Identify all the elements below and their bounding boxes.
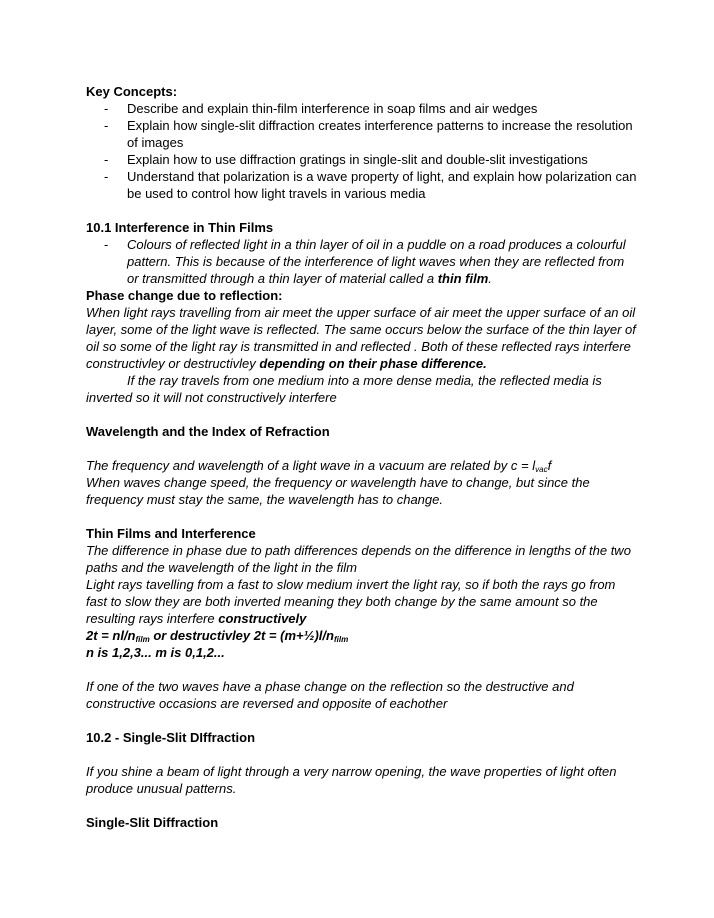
thin-film-equation: $2t = nl/n_{film}$ or destructivley $2t = (m+\frac{1}{2})l/n_{film}$ — [86, 628, 349, 644]
phase-change-text: When light rays travelling from air meet the upper surface of air meet the upper surface of an oil layer, some of the light wave is reflected. The same occurs below the surface of the thin layer of oil so some of the light ray is transmitted in and reflected . Both of these reflected rays interfere constructivley or destructivley depending on their phase difference. — [86, 305, 636, 371]
single-slit-heading: Single-Slit Diffraction — [86, 815, 219, 830]
section-10-2-heading: 10.2 - Single-Slit DIffraction — [86, 730, 256, 745]
thin-film-equation-values: n is 1,2,3... m is 0,1,2... — [86, 645, 225, 660]
wavelength-change-text: When waves change speed, the frequency or wavelength have to change, but since the frequency must stay the same, the wavelength has to change. — [86, 475, 590, 507]
wavelength-heading: Wavelength and the Index of Refraction — [86, 424, 330, 439]
phase-change-heading: Phase change due to reflection: — [86, 288, 283, 303]
thin-film-term: thin film — [437, 271, 489, 286]
phase-change-text-2: If the ray travels from one medium into a more dense media, the reflected media is inverted so it will not constructively interfere — [86, 373, 602, 405]
section-10-1-list — [86, 236, 638, 287]
thin-film-bullet: - Colours of reflected light in a thin layer of oil in a puddle on a road produces a colourful pattern. This is because of the interference of light waves when they are reflected from or transmitted through a thin layer of material called a thin film. — [86, 236, 638, 287]
thin-films-text-1: The difference in phase due to path differences depends on the difference in lengths of the two paths and the wavelength of the light in the film — [86, 543, 631, 575]
thin-films-heading: Thin Films and Interference — [86, 526, 256, 541]
thin-films-text-2: Light rays tavelling from a fast to slow medium invert the light ray, so if both the rays go from fast to slow they are both inverted meaning they both change by the same amount so the resulting rays interfere constructively — [86, 577, 616, 626]
section-10-1-heading: 10.1 Interference in Thin Films — [86, 220, 274, 235]
section-10-2-text: If you shine a beam of light through a very narrow opening, the wave properties of light often produce unusual patterns. — [86, 764, 617, 796]
wavelength-relation: The frequency and wavelength of a light wave in a vacuum are related by $c = l_{vac}f$ — [86, 458, 552, 474]
key-concept-item: - Describe and explain thin-film interference in soap films and air wedges — [86, 100, 638, 117]
thin-films-text-3: If one of the two waves have a phase change on the reflection so the destructive and constructive occasions are reversed and opposite of eachother — [86, 679, 574, 711]
key-concept-item: - Understand that polarization is a wave property of light, and explain how polarization can be used to control how light travels in various media — [86, 168, 638, 202]
key-concepts-list — [86, 100, 638, 202]
key-concept-item: - Explain how to use diffraction gratings in single-slit and double-slit investigations — [86, 151, 638, 168]
key-concept-item: - Explain how single-slit diffraction creates interference patterns to increase the resolution of images — [86, 117, 638, 151]
key-concepts-heading: Key Concepts: — [86, 84, 178, 99]
